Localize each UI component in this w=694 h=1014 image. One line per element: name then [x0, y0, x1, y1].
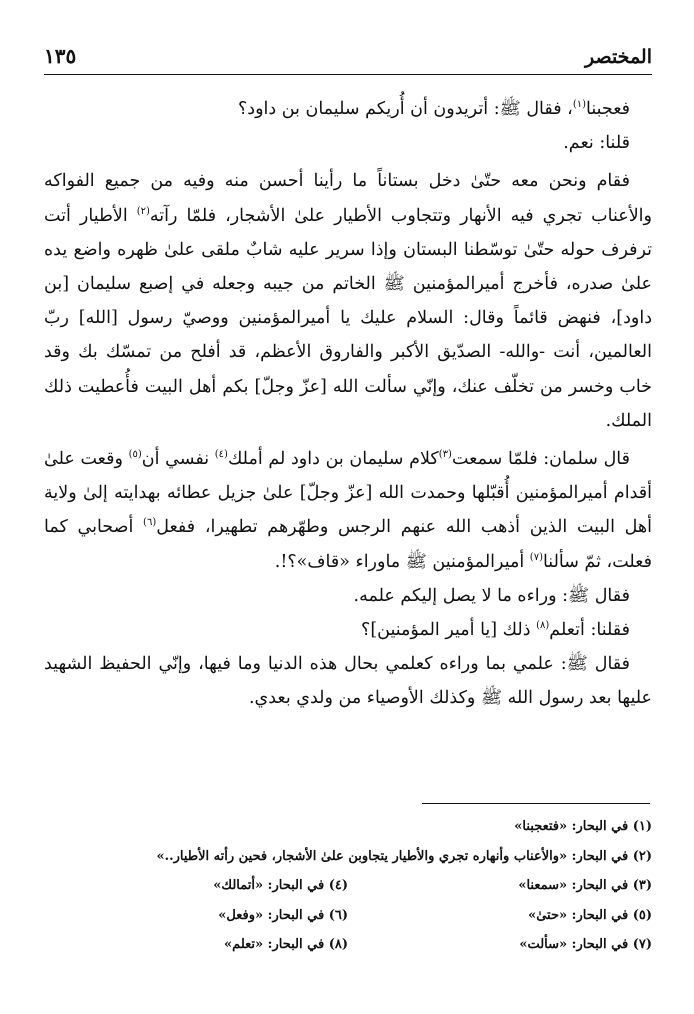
- footnote: [348, 871, 652, 901]
- paragraph: [44, 442, 652, 579]
- text-run: أصحابي كما فعلت، ثمّ سألنا: [44, 517, 652, 572]
- paragraph: [44, 164, 652, 438]
- footnotes: [44, 812, 652, 960]
- text-run: نفسي أن: [141, 449, 215, 470]
- footnote-text: في البحار: «والأعناب وأنهاره تجري والأطيار يتجاوبن علىٰ الأشجار، فحين رأته الأطيار..»: [156, 848, 629, 864]
- footnote-ref: (٥): [128, 449, 142, 461]
- footnote: [44, 812, 652, 842]
- footnote-text: في البحار: «فتعجبنا»: [514, 819, 629, 834]
- text-run: ، فقال ﷺ: أتريدون أن أُريكم سليمان بن داود؟: [237, 99, 573, 119]
- footnote-text: في البحار: «سألت»: [519, 937, 629, 952]
- footnote-text: في البحار: «وفعل»: [218, 907, 325, 923]
- paragraph: [44, 613, 652, 647]
- footnote-number: (٥): [632, 907, 652, 923]
- footnote-number: (٣): [632, 878, 652, 893]
- footnote-row: [44, 930, 652, 960]
- text-run: وقعت علىٰ أقدام أميرالمؤمنين أُقبّلها وحمدت الله [عزّ وجلّ] علىٰ جزيل عطائه بهدايته إلىٰ ولاية أهل البيت الذين أذهب الله عنهم الرجس وطهّرهم تطهيرا، ففعل: [44, 449, 653, 538]
- text-run: فقام ونحن معه حتّىٰ دخل بستاناً ما رأينا أحسن منه وفيه من جميع الفواكه والأعناب تجري فيه الأنهار وتتجاوب الأطيار علىٰ الأشجار، فلمّا رآته: [44, 171, 652, 226]
- paragraph: [44, 126, 652, 160]
- text-run: أميرالمؤمنين ﷺ ماوراء «قاف»؟!.: [274, 551, 530, 572]
- footnote-text: في البحار: «تعلم»: [224, 937, 325, 952]
- footnote: [44, 871, 348, 901]
- footnote-ref: (٧): [529, 551, 543, 563]
- footnote-row: [44, 812, 652, 842]
- text-run: فقلنا: أتعلم: [549, 620, 630, 641]
- footnote-ref: (٣): [438, 449, 452, 461]
- footnote-ref: (١): [572, 99, 586, 111]
- text-run: ذلك [يا أمير المؤمنين]؟: [361, 620, 537, 641]
- footnote-row: [44, 842, 652, 872]
- text-run: الأطيار أتت ترفرف حوله حتّىٰ توسّطنا البستان وإذا سرير عليه شابٌ ملقى علىٰ ظهره واضع يده علىٰ صدره، فأخرج أميرالمؤمنين ﷺ الخاتم من جيبه وجعله في إصبع سليمان [بن داود]، فنهض قائماً وقال: السلام عليك يا أميرالمؤمنين ووصيّ رسول [الله] ربّ العالمين، أنت -والله- الصدّيق الأكبر والفاروق الأعظم، قد أفلح من تمسّك بك وقد خاب وخسر من تخلّف عنك، وإنّي سألت الله [عزّ وجلّ] بكم أهل البيت فأُعطيت ذلك الملك.: [44, 205, 652, 431]
- footnote-number: (٢): [632, 848, 652, 864]
- footnote: [348, 901, 652, 931]
- page-header: [44, 38, 652, 68]
- footnote-text: في البحار: «حتىٰ»: [528, 907, 629, 923]
- footnote-ref: (٦): [143, 517, 157, 529]
- text-run: قلنا: نعم.: [563, 133, 630, 154]
- footnote-row: [44, 871, 652, 901]
- footnote-ref: (٨): [536, 620, 550, 632]
- footnote-rule: [422, 803, 650, 804]
- header-rule: [44, 74, 652, 75]
- text-run: قال سلمان: فلمّا سمعت: [451, 449, 631, 470]
- page-number: ١٣٥: [44, 44, 77, 68]
- text-run: فعجبنا: [586, 99, 630, 119]
- footnote-text: في البحار: «سمعنا»: [518, 878, 629, 893]
- text-run: فقال ﷺ: وراءه ما لا يصل إليكم علمه.: [353, 585, 630, 606]
- footnote-number: (٧): [632, 937, 652, 952]
- footnote-number: (٤): [328, 878, 348, 893]
- main-text: [44, 92, 652, 716]
- footnote-row: [44, 901, 652, 931]
- book-title: المختصر: [584, 46, 652, 68]
- footnote-ref: (٤): [214, 449, 228, 461]
- paragraph: [44, 92, 652, 126]
- text-run: فقال ﷺ: علمي بما وراءه كعلمي بحال هذه الدنيا وما فيها، وإنّي الحفيظ الشهيد عليها بعد رسول الله ﷺ وكذلك الأوصياء من ولدي بعدي.: [44, 654, 652, 709]
- footnote: [44, 842, 652, 872]
- footnote: [348, 930, 652, 960]
- text-run: كلام سليمان بن داود لم أملك: [227, 449, 439, 470]
- footnote-number: (١): [632, 819, 652, 834]
- footnote: [44, 901, 348, 931]
- footnote-text: في البحار: «أتمالك»: [213, 878, 325, 893]
- paragraph: [44, 579, 652, 613]
- footnote: [44, 930, 348, 960]
- footnote-number: (٨): [328, 937, 348, 952]
- footnote-number: (٦): [328, 907, 348, 923]
- paragraph: [44, 647, 652, 715]
- footnote-ref: (٢): [136, 205, 150, 217]
